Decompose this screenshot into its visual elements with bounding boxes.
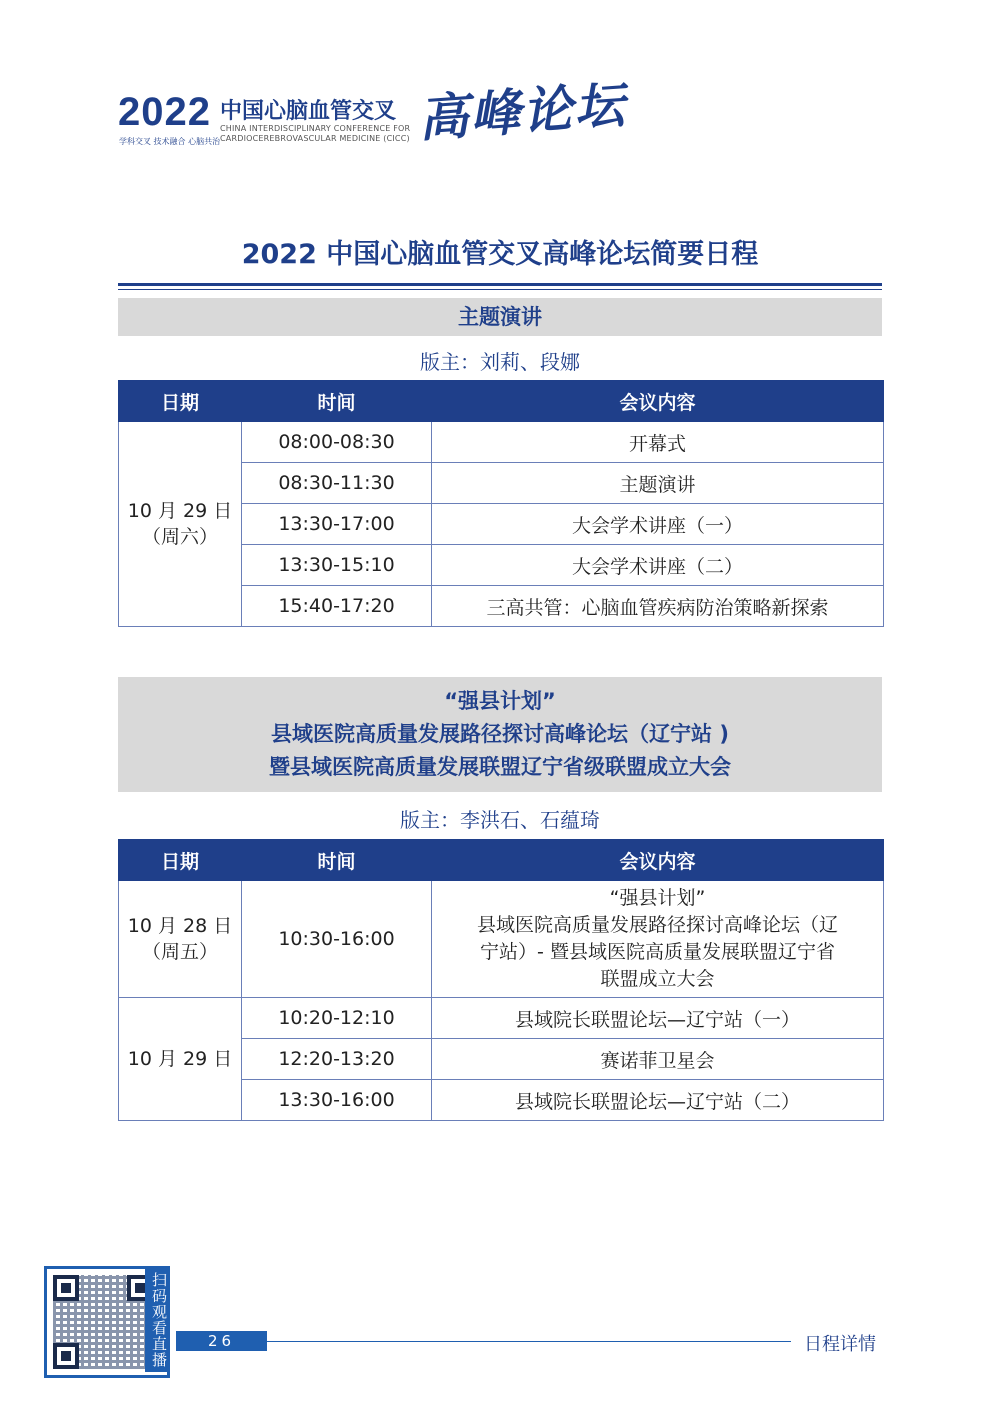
logo-name-cn: 中国心脑血管交叉 [220,99,397,124]
section-chair: 版主：李洪石、石蕴琦 [400,808,600,832]
time-cell: 08:00-08:30 [242,422,432,463]
header-date: 日期 [119,840,242,881]
logo-tagline: 学科交叉 技术融合 心脑共治 [119,137,221,146]
time-cell: 08:30-11:30 [242,463,432,504]
time-cell: 15:40-17:20 [242,586,432,627]
time-cell: 12:20-13:20 [242,1039,432,1080]
header-time: 时间 [242,840,432,881]
content-cell: 大会学术讲座（一） [432,504,884,545]
content-cell: 大会学术讲座（二） [432,545,884,586]
content-line: “强县计划” [609,887,706,909]
table-row [119,881,884,998]
logo-name-en-line2: CARDIOCEREBROVASCULAR MEDICINE (CICC) [220,134,410,143]
content-cell [432,881,884,998]
content-line: 联盟成立大会 [600,968,715,990]
date-cell [119,422,242,627]
logo-year: 2022 [118,90,211,134]
content-cell: 开幕式 [432,422,884,463]
header-content: 会议内容 [432,381,884,422]
time-cell: 13:30-16:00 [242,1080,432,1121]
conference-logo [118,72,638,182]
content-line: 宁站）- 暨县域医院高质量发展联盟辽宁省 [480,941,835,963]
qr-finder-mark [53,1275,79,1301]
qr-label: 扫码观看直播 [145,1268,169,1372]
section-title-line: 主题演讲 [458,305,542,329]
section-title-keynote [118,298,882,336]
section-chair: 版主：刘莉、段娜 [420,350,580,374]
date-text: 10 月 29 日 [127,1048,233,1070]
weekday-text: （周五） [141,941,218,963]
section-title-line: 县域医院高质量发展路径探讨高峰论坛（辽宁站 ) [271,722,729,746]
weekday-text: （周六） [141,526,218,548]
footer-rule [267,1341,791,1342]
header-content: 会议内容 [432,840,884,881]
page-number: 26 [176,1331,267,1351]
schedule-table-keynote [118,380,884,627]
header-date: 日期 [119,381,242,422]
content-cell: 主题演讲 [432,463,884,504]
logo-name-en-line1: CHINA INTERDISCIPLINARY CONFERENCE FOR [220,124,411,133]
header-time: 时间 [242,381,432,422]
date-cell [119,881,242,998]
table-row [119,422,884,463]
section-title-county-plan [118,677,882,792]
schedule-table-county-plan [118,839,884,1121]
page-title: 2022 中国心脑血管交叉高峰论坛简要日程 [241,239,759,270]
table-header-row [119,840,884,881]
date-text: 10 月 29 日 [127,500,233,522]
content-line: 县域医院高质量发展路径探讨高峰论坛（辽 [476,914,838,936]
title-rule-thick [118,283,882,286]
date-text: 10 月 28 日 [127,915,233,937]
time-cell: 13:30-17:00 [242,504,432,545]
content-cell: 县域院长联盟论坛—辽宁站（二） [432,1080,884,1121]
footer-section-name: 日程详情 [804,1334,876,1355]
table-header-row [119,381,884,422]
time-cell: 10:20-12:10 [242,998,432,1039]
date-cell [119,998,242,1121]
title-rule-thin [118,289,882,290]
content-cell: 赛诺菲卫星会 [432,1039,884,1080]
time-cell: 10:30-16:00 [242,881,432,998]
qr-finder-mark [53,1343,79,1369]
section-title-line: “强县计划” [444,689,556,713]
section-title-line: 暨县域医院高质量发展联盟辽宁省级联盟成立大会 [269,755,731,779]
content-cell: 县域院长联盟论坛—辽宁站（一） [432,998,884,1039]
table-row [119,998,884,1039]
logo-calligraphy: 高峰论坛 [416,74,629,149]
time-cell: 13:30-15:10 [242,545,432,586]
content-cell: 三高共管：心脑血管疾病防治策略新探索 [432,586,884,627]
